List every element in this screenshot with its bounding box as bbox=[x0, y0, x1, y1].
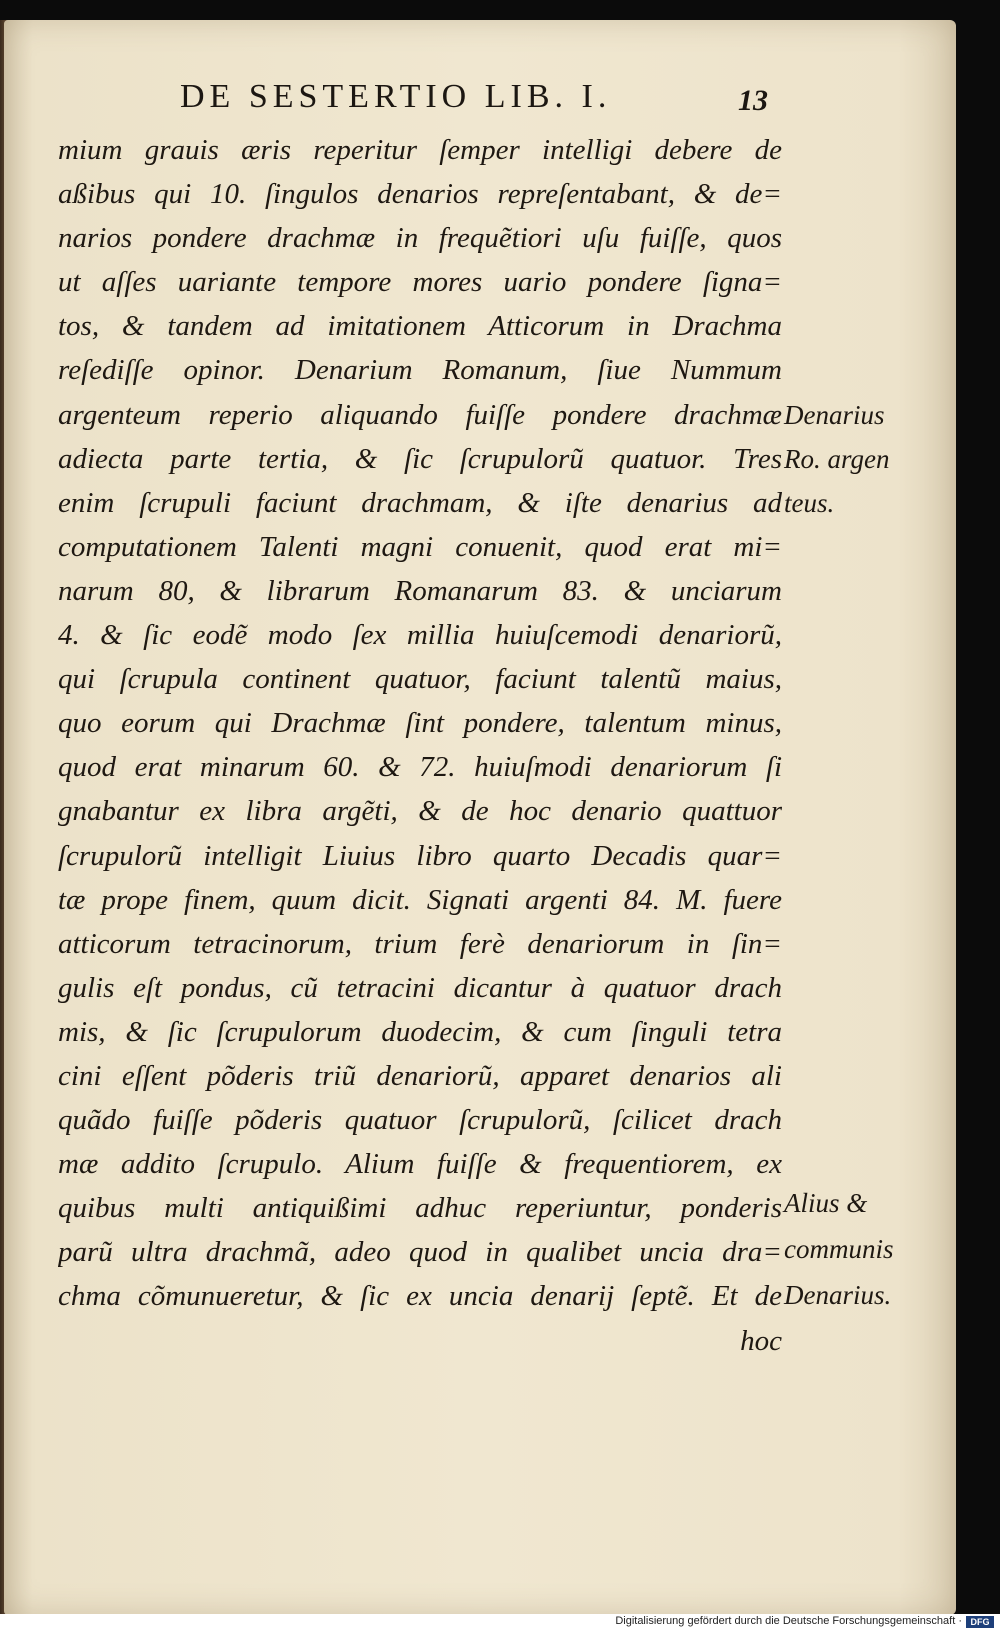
text-line: enim ſcrupuli faciunt drachmam, & iſte denarius ad bbox=[58, 486, 782, 519]
footer-credit: Digitalisierung gefördert durch die Deutsche Forschungsgemeinschaft · bbox=[615, 1615, 962, 1627]
margin-note-line: Ro. argen bbox=[784, 444, 890, 474]
text-line: 4. & ſic eodẽ modo ſex millia huiuſcemodi denariorũ, bbox=[58, 619, 782, 652]
margin-note-line: teus. bbox=[784, 488, 835, 518]
text-line: quibus multi antiquißimi adhuc reperiuntur, ponderis bbox=[58, 1192, 782, 1225]
text-line: reſediſſe opinor. Denarium Romanum, ſiue Nummum bbox=[58, 354, 782, 387]
text-line: quod erat minarum 60. & 72. huiuſmodi denariorum ſi bbox=[58, 751, 782, 784]
text-line: ut aſſes uariante tempore mores uario pondere ſigna= bbox=[58, 266, 782, 299]
margin-note-denarius-romanus bbox=[784, 393, 889, 525]
text-line: quo eorum qui Drachmæ ſint pondere, talentum minus, bbox=[58, 707, 782, 740]
text-line: chma cõmunueretur, & ſic ex uncia denarij ſeptẽ. Et de bbox=[58, 1280, 782, 1313]
text-line: argenteum reperio aliquando fuiſſe pondere drachmæ bbox=[58, 398, 782, 431]
margin-note-line: communis bbox=[784, 1234, 894, 1264]
text-line: narios pondere drachmæ in frequẽtiori uſu fuiſſe, quos bbox=[58, 222, 782, 255]
text-line: gnabantur ex libra argẽti, & de hoc denario quattuor bbox=[58, 795, 782, 828]
text-line: parũ ultra drachmã, adeo quod in qualibet uncia dra= bbox=[58, 1236, 782, 1269]
page-number: 13 bbox=[738, 84, 768, 117]
text-line: mæ addito ſcrupulo. Alium fuiſſe & frequentiorem, ex bbox=[58, 1148, 782, 1181]
text-line: gulis eſt pondus, cũ tetracini dicantur à quatuor drach bbox=[58, 971, 782, 1004]
margin-note-line: Denarius bbox=[784, 400, 885, 430]
margin-note-line: Alius & bbox=[784, 1188, 868, 1218]
body-text bbox=[58, 128, 782, 1363]
dfg-logo: DFG bbox=[966, 1616, 994, 1628]
text-line: adiecta parte tertia, & ſic ſcrupulorũ quatuor. Tres bbox=[58, 442, 782, 475]
text-line: computationem Talenti magni conuenit, quod erat mi= bbox=[58, 530, 782, 563]
text-line: cini eſſent põderis triũ denariorũ, apparet denarios ali bbox=[58, 1059, 782, 1092]
text-line: atticorum tetracinorum, trium ferè denariorum in ſin= bbox=[58, 927, 782, 960]
running-head bbox=[0, 78, 1000, 122]
text-line: ſcrupulorũ intelligit Liuius libro quarto Decadis quar= bbox=[58, 839, 782, 872]
running-title: DE SESTERTIO LIB. I. bbox=[180, 78, 612, 115]
text-line: narum 80, & librarum Romanarum 83. & unciarum bbox=[58, 574, 782, 607]
text-line: quãdo fuiſſe põderis quatuor ſcrupulorũ, ſcilicet drach bbox=[58, 1104, 782, 1137]
text-line: qui ſcrupula continent quatuor, faciunt talentũ maius, bbox=[58, 663, 782, 696]
text-line: tos, & tandem ad imitationem Atticorum in Drachma bbox=[58, 310, 782, 343]
margin-note-line: Denarius. bbox=[784, 1280, 892, 1310]
text-line: tæ prope finem, quum dicit. Signati argenti 84. M. fuere bbox=[58, 883, 782, 916]
text-line: mium grauis æris reperitur ſemper intelligi debere de bbox=[58, 134, 782, 166]
digitization-footer bbox=[0, 1614, 1000, 1631]
text-line: aßibus qui 10. ſingulos denarios repreſentabant, & de= bbox=[58, 178, 782, 211]
margin-note-alius-communis bbox=[784, 1180, 894, 1318]
text-line: mis, & ſic ſcrupulorum duodecim, & cum ſinguli tetra bbox=[58, 1015, 782, 1048]
text-line: hoc bbox=[740, 1324, 782, 1357]
